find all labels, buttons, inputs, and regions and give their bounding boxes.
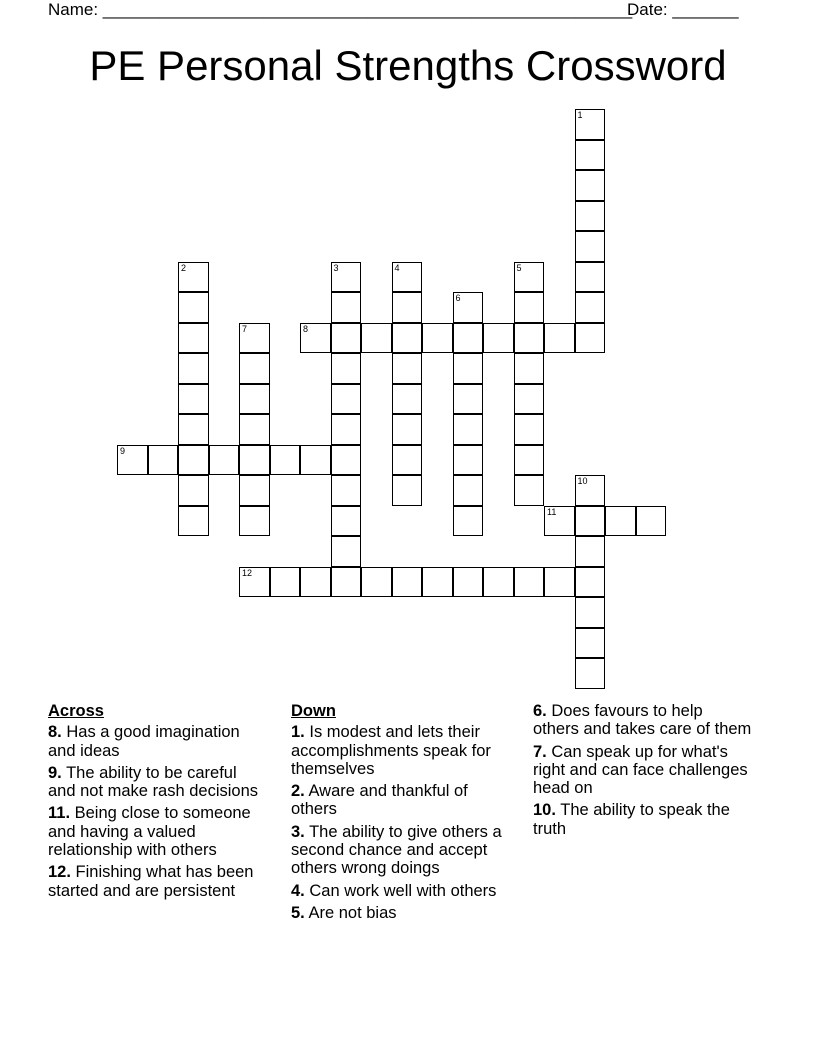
crossword-cell[interactable] [422, 567, 453, 598]
crossword-cell[interactable] [544, 323, 575, 354]
crossword-cell[interactable] [453, 445, 484, 476]
crossword-cell[interactable] [575, 140, 606, 171]
crossword-cell[interactable] [453, 384, 484, 415]
cell-number: 9 [120, 445, 126, 456]
crossword-cell[interactable] [575, 292, 606, 323]
down-clues-continued-column [533, 702, 753, 842]
crossword-cell[interactable] [575, 506, 606, 537]
clue-text: Being close to someone and having a valued relationship with others [48, 804, 251, 860]
crossword-cell[interactable] [331, 384, 362, 415]
down-clues-column [291, 702, 511, 926]
cell-number: 12 [242, 567, 253, 578]
cell-number: 1 [577, 110, 583, 120]
clue-number: 7. [533, 742, 547, 761]
crossword-cell[interactable] [392, 292, 423, 323]
crossword-cell[interactable] [575, 628, 606, 659]
crossword-cell[interactable] [239, 445, 270, 476]
crossword-cell[interactable] [239, 353, 270, 384]
crossword-cell[interactable] [422, 323, 453, 354]
cell-number: 10 [577, 476, 588, 486]
across-heading: Across [48, 702, 104, 720]
clue-down-10 [533, 801, 753, 838]
crossword-cell[interactable] [331, 475, 362, 506]
clue-text: Are not bias [308, 903, 397, 922]
crossword-cell[interactable] [331, 567, 362, 598]
crossword-cell[interactable] [544, 567, 575, 598]
crossword-cell[interactable] [453, 323, 484, 354]
crossword-cell[interactable] [178, 475, 209, 506]
clue-down-4 [291, 882, 511, 900]
crossword-cell[interactable] [239, 384, 270, 415]
crossword-cell[interactable] [392, 445, 423, 476]
clue-across-12 [48, 863, 268, 900]
crossword-cell[interactable] [483, 567, 514, 598]
crossword-cell[interactable] [392, 262, 423, 293]
crossword-cell[interactable] [239, 414, 270, 445]
crossword-cell[interactable] [331, 536, 362, 567]
crossword-cell[interactable] [392, 414, 423, 445]
crossword-cell[interactable] [514, 414, 545, 445]
crossword-cell[interactable] [453, 506, 484, 537]
cell-number: 3 [333, 262, 339, 273]
crossword-cell[interactable] [331, 262, 362, 293]
crossword-cell[interactable] [636, 506, 667, 537]
clue-number: 4. [291, 881, 305, 900]
crossword-cell[interactable] [270, 445, 301, 476]
crossword-cell[interactable] [331, 292, 362, 323]
crossword-cell[interactable] [392, 384, 423, 415]
crossword-cell[interactable] [544, 506, 575, 537]
crossword-cell[interactable] [575, 475, 606, 506]
crossword-cell[interactable] [178, 384, 209, 415]
crossword-cell[interactable] [514, 353, 545, 384]
crossword-cell[interactable] [148, 445, 179, 476]
cell-number: 8 [303, 323, 309, 334]
clue-number: 2. [291, 782, 305, 801]
clue-down-5 [291, 904, 511, 922]
clue-number: 5. [291, 903, 305, 922]
crossword-cell[interactable] [453, 475, 484, 506]
clue-number: 10. [533, 801, 556, 820]
crossword-cell[interactable] [178, 506, 209, 537]
crossword-cell[interactable] [178, 262, 209, 293]
name-field-label: Name: ________________________________________________________ [48, 0, 633, 19]
crossword-cell[interactable] [514, 292, 545, 323]
cell-number: 6 [455, 293, 461, 303]
crossword-cell[interactable] [575, 536, 606, 567]
crossword-cell[interactable] [392, 323, 423, 354]
crossword-cell[interactable] [575, 201, 606, 232]
crossword-cell[interactable] [575, 170, 606, 201]
crossword-cell[interactable] [514, 445, 545, 476]
date-field-label: Date: _______ [627, 0, 739, 19]
crossword-cell[interactable] [300, 323, 331, 354]
crossword-cell[interactable] [331, 445, 362, 476]
crossword-cell[interactable] [514, 323, 545, 354]
crossword-cell[interactable] [392, 353, 423, 384]
crossword-cell[interactable] [239, 323, 270, 354]
clue-text: The ability to give others a second chance and accept others wrong doings [291, 822, 502, 878]
crossword-cell[interactable] [514, 384, 545, 415]
crossword-cell[interactable] [331, 414, 362, 445]
cell-number: 5 [516, 262, 522, 273]
crossword-cell[interactable] [453, 414, 484, 445]
crossword-cell[interactable] [514, 567, 545, 598]
clue-down-3 [291, 823, 511, 878]
crossword-cell[interactable] [605, 506, 636, 537]
crossword-cell[interactable] [361, 323, 392, 354]
clue-down-2 [291, 782, 511, 819]
cell-number: 11 [547, 506, 557, 517]
clue-text: Can work well with others [309, 881, 497, 900]
clue-number: 11. [48, 804, 71, 823]
crossword-cell[interactable] [117, 445, 148, 476]
crossword-cell[interactable] [453, 353, 484, 384]
clue-down-6 [533, 702, 753, 739]
crossword-cell[interactable] [331, 323, 362, 354]
crossword-cell[interactable] [392, 567, 423, 598]
crossword-cell[interactable] [209, 445, 240, 476]
clue-number: 1. [291, 723, 305, 742]
clue-text: Has a good imagination and ideas [48, 723, 240, 760]
page-title: PE Personal Strengths Crossword [89, 42, 727, 89]
cell-number: 7 [242, 323, 248, 334]
crossword-cell[interactable] [575, 323, 606, 354]
crossword-cell[interactable] [575, 231, 606, 262]
crossword-cell[interactable] [453, 567, 484, 598]
clue-number: 3. [291, 822, 305, 841]
crossword-cell[interactable] [575, 262, 606, 293]
clue-text: The ability to speak the truth [533, 801, 730, 838]
crossword-cell[interactable] [300, 567, 331, 598]
crossword-cell[interactable] [514, 262, 545, 293]
clue-down-1 [291, 723, 511, 778]
crossword-cell[interactable] [361, 567, 392, 598]
clue-across-11 [48, 804, 268, 859]
crossword-cell[interactable] [575, 597, 606, 628]
crossword-cell[interactable] [331, 506, 362, 537]
down-heading: Down [291, 702, 336, 720]
crossword-cell[interactable] [453, 292, 484, 323]
crossword-cell[interactable] [300, 445, 331, 476]
clue-across-8 [48, 723, 268, 760]
crossword-cell[interactable] [392, 475, 423, 506]
clue-text: Does favours to help others and takes care of them [533, 702, 752, 739]
cell-number: 2 [181, 262, 187, 273]
crossword-cell[interactable] [575, 567, 606, 598]
crossword-cell[interactable] [575, 109, 606, 140]
clue-down-7 [533, 743, 753, 798]
crossword-cell[interactable] [178, 353, 209, 384]
crossword-cell[interactable] [575, 658, 606, 689]
clue-number: 12. [48, 863, 71, 882]
crossword-cell[interactable] [239, 567, 270, 598]
clue-across-9 [48, 764, 268, 801]
clue-text: Aware and thankful of others [291, 782, 468, 819]
clue-text: Finishing what has been started and are persistent [48, 863, 254, 900]
crossword-cell[interactable] [178, 414, 209, 445]
crossword-cell[interactable] [178, 323, 209, 354]
crossword-cell[interactable] [270, 567, 301, 598]
crossword-cell[interactable] [178, 445, 209, 476]
clue-number: 8. [48, 723, 62, 742]
crossword-cell[interactable] [239, 506, 270, 537]
crossword-cell[interactable] [331, 353, 362, 384]
cell-number: 4 [394, 262, 400, 273]
clue-number: 6. [533, 702, 547, 720]
crossword-cell[interactable] [483, 323, 514, 354]
clue-number: 9. [48, 763, 62, 782]
crossword-cell[interactable] [514, 475, 545, 506]
clue-text: Is modest and lets their accomplishments speak for themselves [291, 723, 491, 778]
clue-text: Can speak up for what's right and can face challenges head on [533, 742, 748, 798]
crossword-cell[interactable] [178, 292, 209, 323]
clue-text: The ability to be careful and not make rash decisions [48, 763, 259, 801]
across-clues-column [48, 702, 268, 904]
crossword-cell[interactable] [239, 475, 270, 506]
